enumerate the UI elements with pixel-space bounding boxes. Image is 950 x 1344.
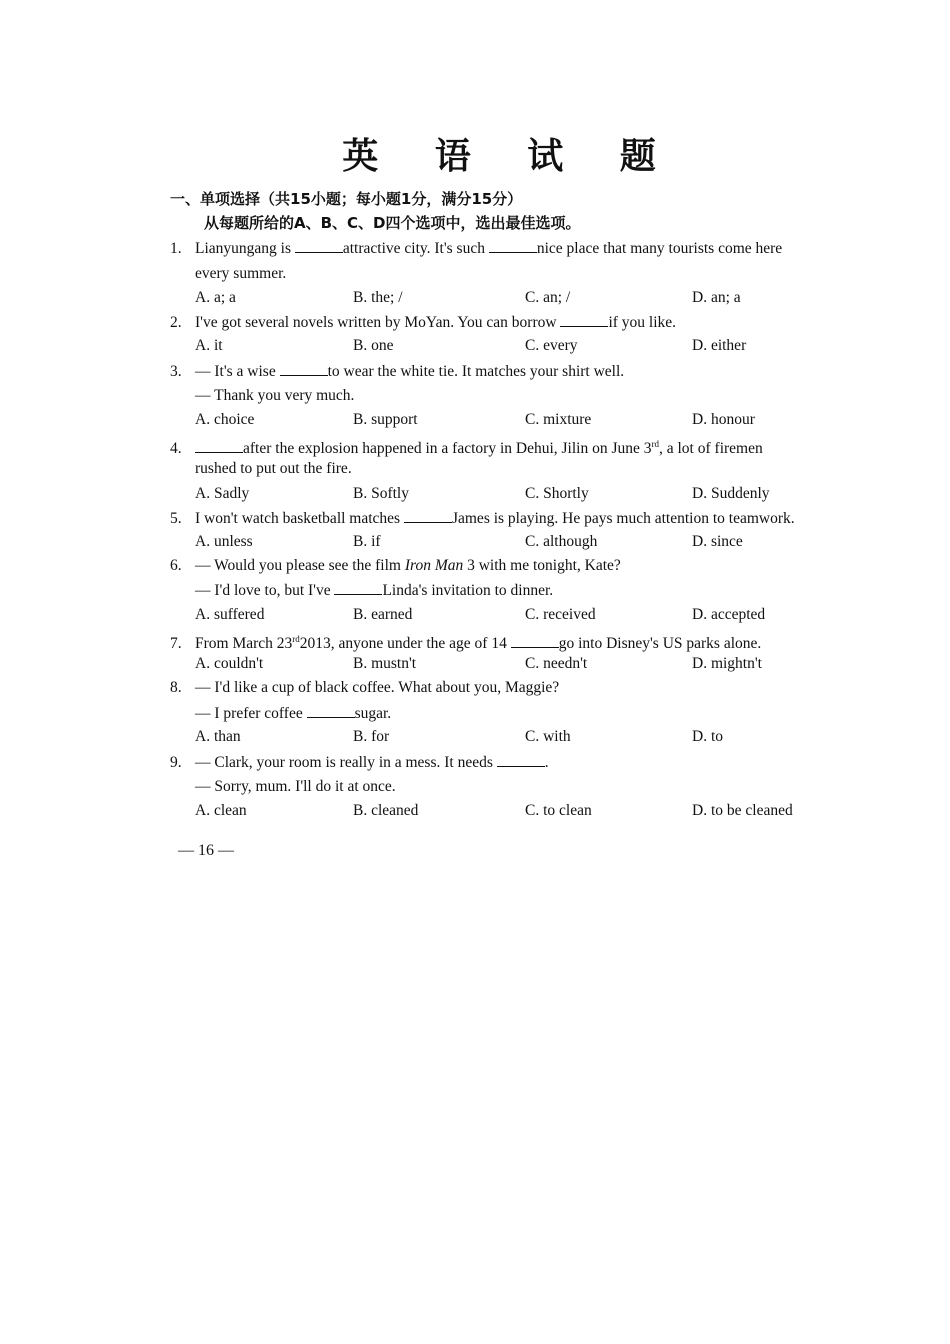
option-b: B. for [353,728,390,745]
question-number: 3. [170,363,182,380]
option-d: D. accepted [692,606,766,623]
question-1-cont: every summer. [195,265,287,282]
option-b: B. the; / [353,289,403,306]
question-3-options [195,410,835,430]
option-a: A. suffered [195,606,265,623]
option-c: C. every [525,337,578,354]
question-number: 2. [170,314,182,331]
option-c: C. to clean [525,802,592,819]
question-9: 9. — Clark, your room is really in a mess. It needs . [170,754,549,771]
option-d: D. honour [692,411,755,428]
answer-blank [307,703,355,718]
question-9-cont: — Sorry, mum. I'll do it at once. [195,778,396,795]
question-1: 1. Lianyungang is attractive city. It's such nice place that many tourists come here [170,240,783,257]
question-7-options [195,654,835,674]
question-4-cont: rushed to put out the fire. [195,460,352,477]
option-c: C. although [525,533,598,550]
option-b: B. one [353,337,394,354]
section-heading: 一、单项选择（共15小题；每小题1分，满分15分） [170,190,523,208]
option-a: A. couldn't [195,655,264,672]
page-number: — 16 — [178,842,234,859]
option-b: B. Softly [353,485,409,502]
answer-blank [560,312,608,327]
option-d: D. to [692,728,723,745]
option-a: A. Sadly [195,485,250,502]
question-9-options [195,801,835,821]
option-a: A. choice [195,411,255,428]
question-2: 2. I've got several novels written by MoYan. You can borrow if you like. [170,314,677,331]
question-1-options [195,288,835,308]
question-8-cont: — I prefer coffee sugar. [195,705,392,722]
option-c: C. mixture [525,411,592,428]
question-6-cont: — I'd love to, but I've Linda's invitation to dinner. [195,582,554,599]
option-d: D. Suddenly [692,485,770,502]
option-b: B. support [353,411,418,428]
question-2-options [195,336,835,356]
answer-blank [489,238,537,253]
question-4: 4. after the explosion happened in a factory in Dehui, Jilin on June 3rd, a lot of firemen [170,439,763,458]
question-8-options [195,727,835,747]
option-c: C. with [525,728,571,745]
option-a: A. a; a [195,289,236,306]
option-d: D. mightn't [692,655,762,672]
option-d: D. since [692,533,743,550]
question-number: 6. [170,557,182,574]
question-3: 3. — It's a wise to wear the white tie. It matches your shirt well. [170,363,625,380]
question-5-options [195,532,835,552]
option-c: C. an; / [525,289,571,306]
answer-blank [334,580,382,595]
option-a: A. unless [195,533,253,550]
option-d: D. either [692,337,747,354]
option-c: C. needn't [525,655,588,672]
option-b: B. cleaned [353,802,419,819]
film-title: Iron Man [404,557,464,574]
option-b: B. mustn't [353,655,417,672]
question-4-options [195,484,835,504]
question-number: 7. [170,635,182,653]
answer-blank [511,633,559,648]
question-6: 6. — Would you please see the film Iron Man 3 with me tonight, Kate? [170,557,621,574]
option-a: A. it [195,337,223,354]
answer-blank [280,361,328,376]
answer-blank [404,508,452,523]
option-a: A. clean [195,802,247,819]
section-instruction: 从每题所给的A、B、C、D四个选项中，选出最佳选项。 [204,214,581,232]
question-number: 9. [170,754,182,771]
question-6-options [195,605,835,625]
option-d: D. an; a [692,289,741,306]
question-8: 8. — I'd like a cup of black coffee. What about you, Maggie? [170,679,560,696]
question-number: 8. [170,679,182,696]
question-number: 1. [170,240,182,257]
option-c: C. Shortly [525,485,589,502]
question-5: 5. I won't watch basketball matches James is playing. He pays much attention to teamwork. [170,510,795,527]
question-7: 7. From March 23rd2013, anyone under the age of 14 go into Disney's US parks alone. [170,634,762,653]
question-number: 5. [170,510,182,527]
option-d: D. to be cleaned [692,802,793,819]
question-3-cont: — Thank you very much. [195,387,355,404]
answer-blank [195,438,243,453]
option-b: B. earned [353,606,413,623]
page-title: 英 语 试 题 [342,136,678,177]
answer-blank [295,238,343,253]
option-a: A. than [195,728,241,745]
option-c: C. received [525,606,596,623]
answer-blank [497,752,545,767]
option-b: B. if [353,533,381,550]
question-number: 4. [170,440,182,458]
